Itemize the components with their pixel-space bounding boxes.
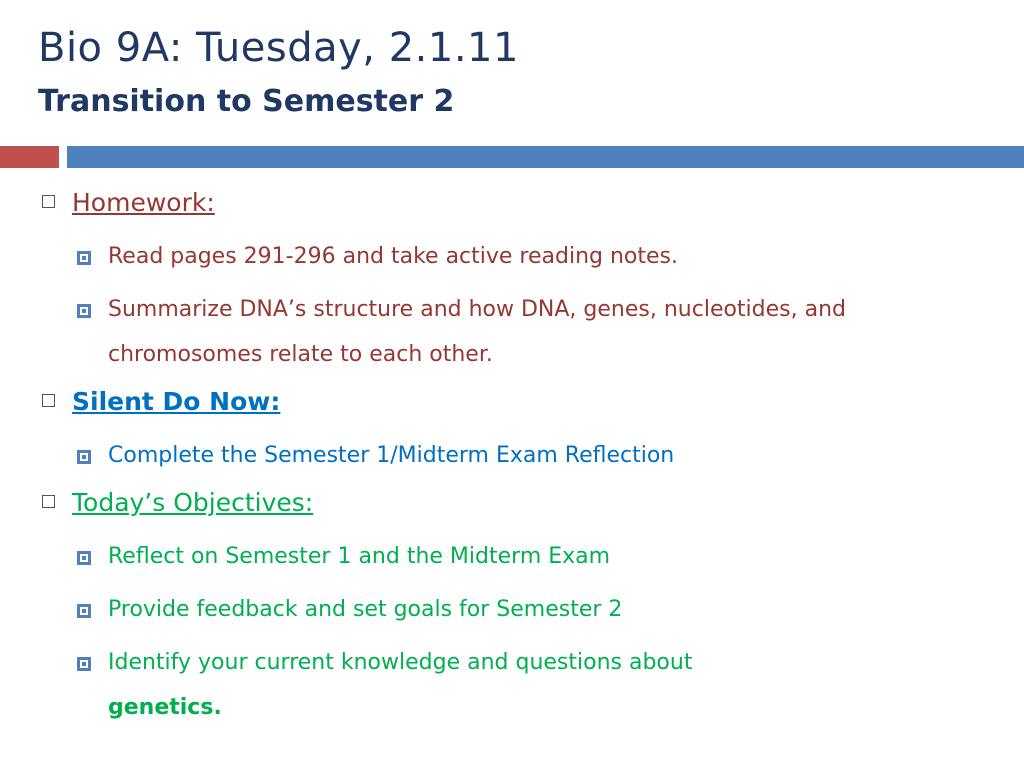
objective-item [40, 640, 1000, 730]
square-bullet-icon [77, 657, 91, 671]
homework-item [40, 287, 1000, 377]
square-bullet-icon [77, 304, 91, 318]
homework-heading: Homework: [72, 188, 215, 217]
objective-item [40, 587, 1000, 632]
square-bullet-icon [77, 450, 91, 464]
objective-item-text: Provide feedback and set goals for Semester 2 [108, 597, 623, 622]
section-homework [40, 186, 1000, 220]
do-now-heading: Silent Do Now: [72, 387, 281, 416]
objective-item-text: Identify your current knowledge and questions about [108, 650, 693, 675]
accent-bar-blue [67, 146, 1024, 168]
slide-content [40, 186, 1000, 738]
hollow-square-bullet-icon [42, 394, 55, 407]
objective-item-bold: genetics. [108, 695, 222, 720]
section-objectives [40, 486, 1000, 520]
hollow-square-bullet-icon [42, 195, 55, 208]
do-now-item-text: Complete the Semester 1/Midterm Exam Reflection [108, 443, 675, 468]
square-bullet-icon [77, 604, 91, 618]
objective-item [40, 534, 1000, 579]
do-now-item [40, 433, 1000, 478]
square-bullet-icon [77, 551, 91, 565]
accent-bar-red [0, 146, 59, 168]
slide-subtitle: Transition to Semester 2 [38, 84, 455, 119]
square-bullet-icon [77, 251, 91, 265]
objectives-heading: Today’s Objectives: [72, 488, 314, 517]
title-block [38, 22, 519, 122]
hollow-square-bullet-icon [42, 495, 55, 508]
homework-item [40, 234, 1000, 279]
homework-item-text: Read pages 291-296 and take active reading notes. [108, 244, 679, 269]
homework-item-text: Summarize DNA’s structure and how DNA, genes, nucleotides, and chromosomes relate to each other. [108, 297, 847, 367]
slide-title: Bio 9A: Tuesday, 2.1.11 [38, 25, 519, 71]
section-do-now [40, 385, 1000, 419]
objective-item-text: Reflect on Semester 1 and the Midterm Exam [108, 544, 611, 569]
